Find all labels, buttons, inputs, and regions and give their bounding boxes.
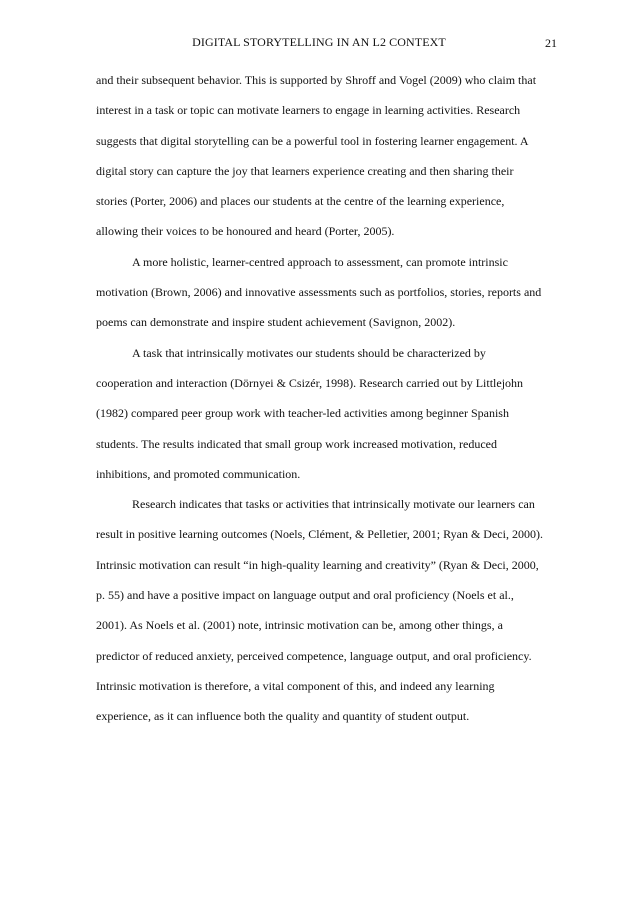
paragraph-assessment: A more holistic, learner-centred approach to assessment, can promote intrinsic motivation (Brown, 2006) and innovative assessments such as portfolios, stories, reports and poems can demonstrate and inspire student achievement (Savignon, 2002).	[96, 254, 542, 330]
paragraph-cooperation: A task that intrinsically motivates our students should be characterized by cooperation and interaction (Dörnyei & Csizér, 1998). Research carried out by Littlejohn (1982) compared peer group work with teacher-led activities among beginner Spanish students. The results indicated that small group work increased motivation, reduced inhibitions, and promoted communication.	[96, 345, 524, 481]
body-text	[96, 65, 544, 732]
running-head: DIGITAL STORYTELLING IN AN L2 CONTEXT	[192, 35, 446, 49]
paragraph-continuation: and their subsequent behavior. This is supported by Shroff and Vogel (2009) who claim that interest in a task or topic can motivate learners to engage in learning activities. Research suggests that digital storytelling can be a powerful tool in fostering learner engagement. A digital story can capture the joy that learners experience creating and then sharing their stories (Porter, 2006) and places our students at the centre of the learning experience, allowing their voices to be honoured and heard (Porter, 2005).	[96, 73, 537, 239]
paragraph-intrinsic-motivation: Research indicates that tasks or activities that intrinsically motivate our learners can result in positive learning outcomes (Noels, Clément, & Pelletier, 2001; Ryan & Deci, 2000). Intrinsic motivation can result “in high-quality learning and creativity” (Ryan & Deci, 2000, p. 55) and have a positive impact on language output and oral proficiency (Noels et al., 2001). As Noels et al. (2001) note, intrinsic motivation can be, among other things, a predictor of reduced anxiety, perceived competence, language output, and oral proficiency. Intrinsic motivation is therefore, a vital component of this, and indeed any learning experience, as it can influence both the quality and quantity of student output.	[96, 497, 543, 724]
page-number: 21	[545, 36, 557, 50]
